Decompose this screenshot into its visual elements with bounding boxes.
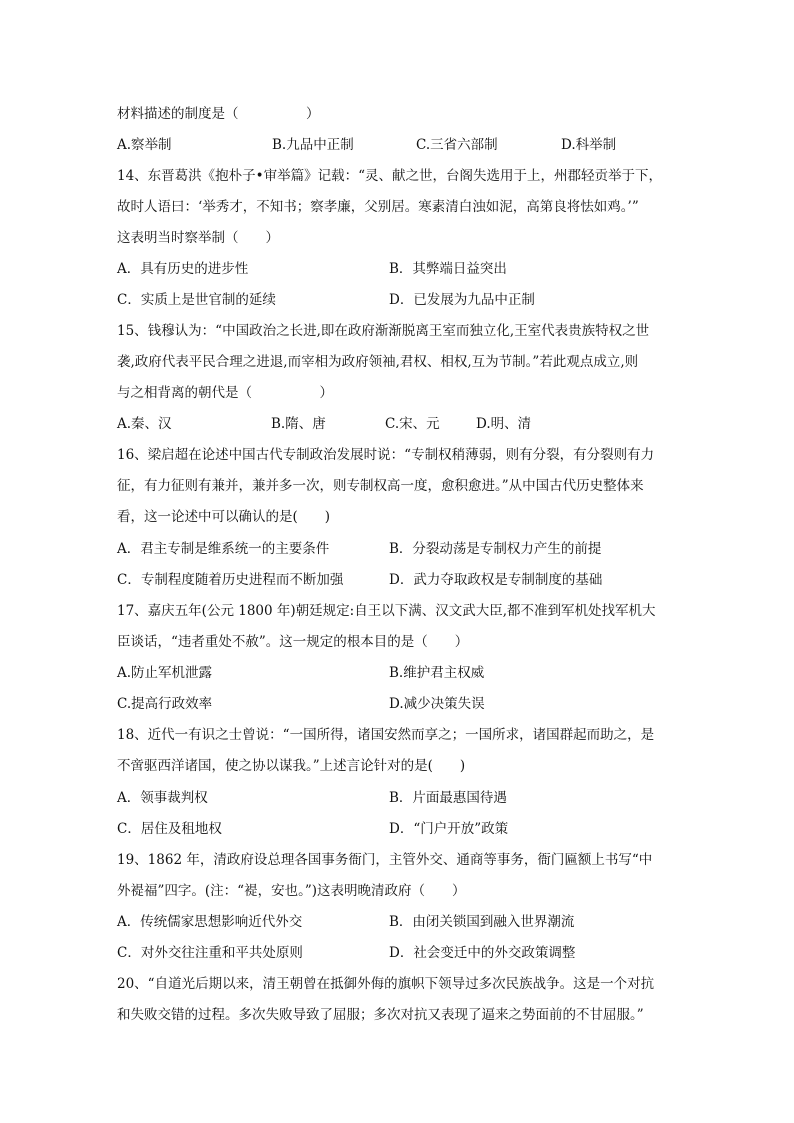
question-14-line-2: 故时人语曰：‘举秀才，不知书；察孝廉，父别居。寒素清白浊如泥，高第良将怯如鸡。’” [117, 199, 639, 215]
option-a: A.察举制 [117, 137, 172, 153]
option-b: B.维护君主权威 [389, 665, 485, 681]
question-19-line-1: 19、1862 年，清政府设总理各国事务衙门，主管外交、通商等事务，衙门匾额上书写“中 [117, 852, 653, 868]
option-a: A．领事裁判权 [117, 790, 208, 806]
question-18-line-2: 不啻驱西洋诸国，使之协以谋我。”上述言论针对的是( ) [117, 758, 466, 774]
option-d: D．社会变迁中的外交政策调整 [389, 945, 576, 961]
question-16-line-1: 16、梁启超在论述中国古代专制政治发展时说：“专制权稍薄弱，则有分裂，有分裂则有力 [117, 447, 655, 463]
question-19-line-2: 外褆福”四字。(注：“褆，安也。”)这表明晚清政府（ ） [117, 883, 466, 899]
question-13-stem-line: 材料描述的制度是（ ） [117, 106, 320, 122]
option-c: C.提高行政效率 [117, 696, 213, 712]
question-16-line-3: 看，这一论述中可以确认的是( ) [117, 509, 331, 525]
option-b: B．分裂动荡是专制权力产生的前提 [389, 541, 602, 557]
option-b: B．片面最惠国待遇 [389, 790, 507, 806]
option-b: B.隋、唐 [271, 416, 326, 432]
option-a: A.防止军机泄露 [117, 665, 213, 681]
question-15-line-2: 袭,政府代表平民合理之进退,而宰相为政府领袖,君权、相权,互为节制。”若此观点成立,则 [117, 354, 639, 370]
question-15-line-3: 与之相背离的朝代是（ ） [117, 385, 333, 401]
option-d: D．已发展为九品中正制 [389, 292, 535, 308]
question-15-line-1: 15、钱穆认为：“中国政治之长进,即在政府渐渐脱离王室而独立化,王室代表贵族特权之世 [117, 323, 650, 339]
option-c: C.宋、元 [385, 416, 440, 432]
question-14-line-3: 这表明当时察举制（ ） [117, 230, 279, 246]
option-b: B．由闭关锁国到融入世界潮流 [389, 914, 575, 930]
option-d: D．“门户开放”政策 [389, 821, 509, 837]
option-c: C．对外交往注重和平共处原则 [117, 945, 303, 961]
option-c: C．实质上是世官制的延续 [117, 292, 276, 308]
question-14-line-1: 14、东晋葛洪《抱朴子•审举篇》记载：“灵、献之世，台阁失选用于上，州郡轻贡举于下， [117, 168, 663, 184]
option-a: A.秦、汉 [117, 416, 172, 432]
option-d: D.科举制 [561, 137, 617, 153]
question-20-line-2: 和失败交错的过程。多次失败导致了屈服；多次对抗又表现了逼来之势面前的不甘屈服。” [117, 1007, 644, 1023]
question-20-line-1: 20、“自道光后期以来，清王朝曾在抵御外侮的旗帜下领导过多次民族战争。这是一个对抗 [117, 976, 655, 992]
option-b: B．其弊端日益突出 [389, 261, 507, 277]
question-17-line-1: 17、嘉庆五年(公元 1800 年)朝廷规定:自王以下满、汉文武大臣,都不准到军机处找军机大 [117, 603, 656, 619]
option-a: A．具有历史的进步性 [117, 261, 249, 277]
option-d: D.明、清 [476, 416, 532, 432]
option-b: B.九品中正制 [272, 137, 354, 153]
option-c: C．居住及租地权 [117, 821, 222, 837]
option-d: D.减少决策失误 [389, 696, 485, 712]
option-c: C.三省六部制 [416, 137, 498, 153]
option-a: A．传统儒家思想影响近代外交 [117, 914, 303, 930]
option-c: C．专制程度随着历史进程而不断加强 [117, 572, 344, 588]
question-16-line-2: 征，有力征则有兼并，兼并多一次，则专制权高一度，愈积愈进。”从中国古代历史整体来 [117, 478, 644, 494]
question-18-line-1: 18、近代一有识之士曾说：“一国所得，诸国安然而享之；一国所求，诸国群起而助之，是 [117, 727, 655, 743]
option-a: A．君主专制是维系统一的主要条件 [117, 541, 330, 557]
question-17-line-2: 臣谈话，“违者重处不赦”。这一规定的根本目的是（ ） [117, 634, 469, 650]
option-d: D．武力夺取政权是专制制度的基础 [389, 572, 603, 588]
